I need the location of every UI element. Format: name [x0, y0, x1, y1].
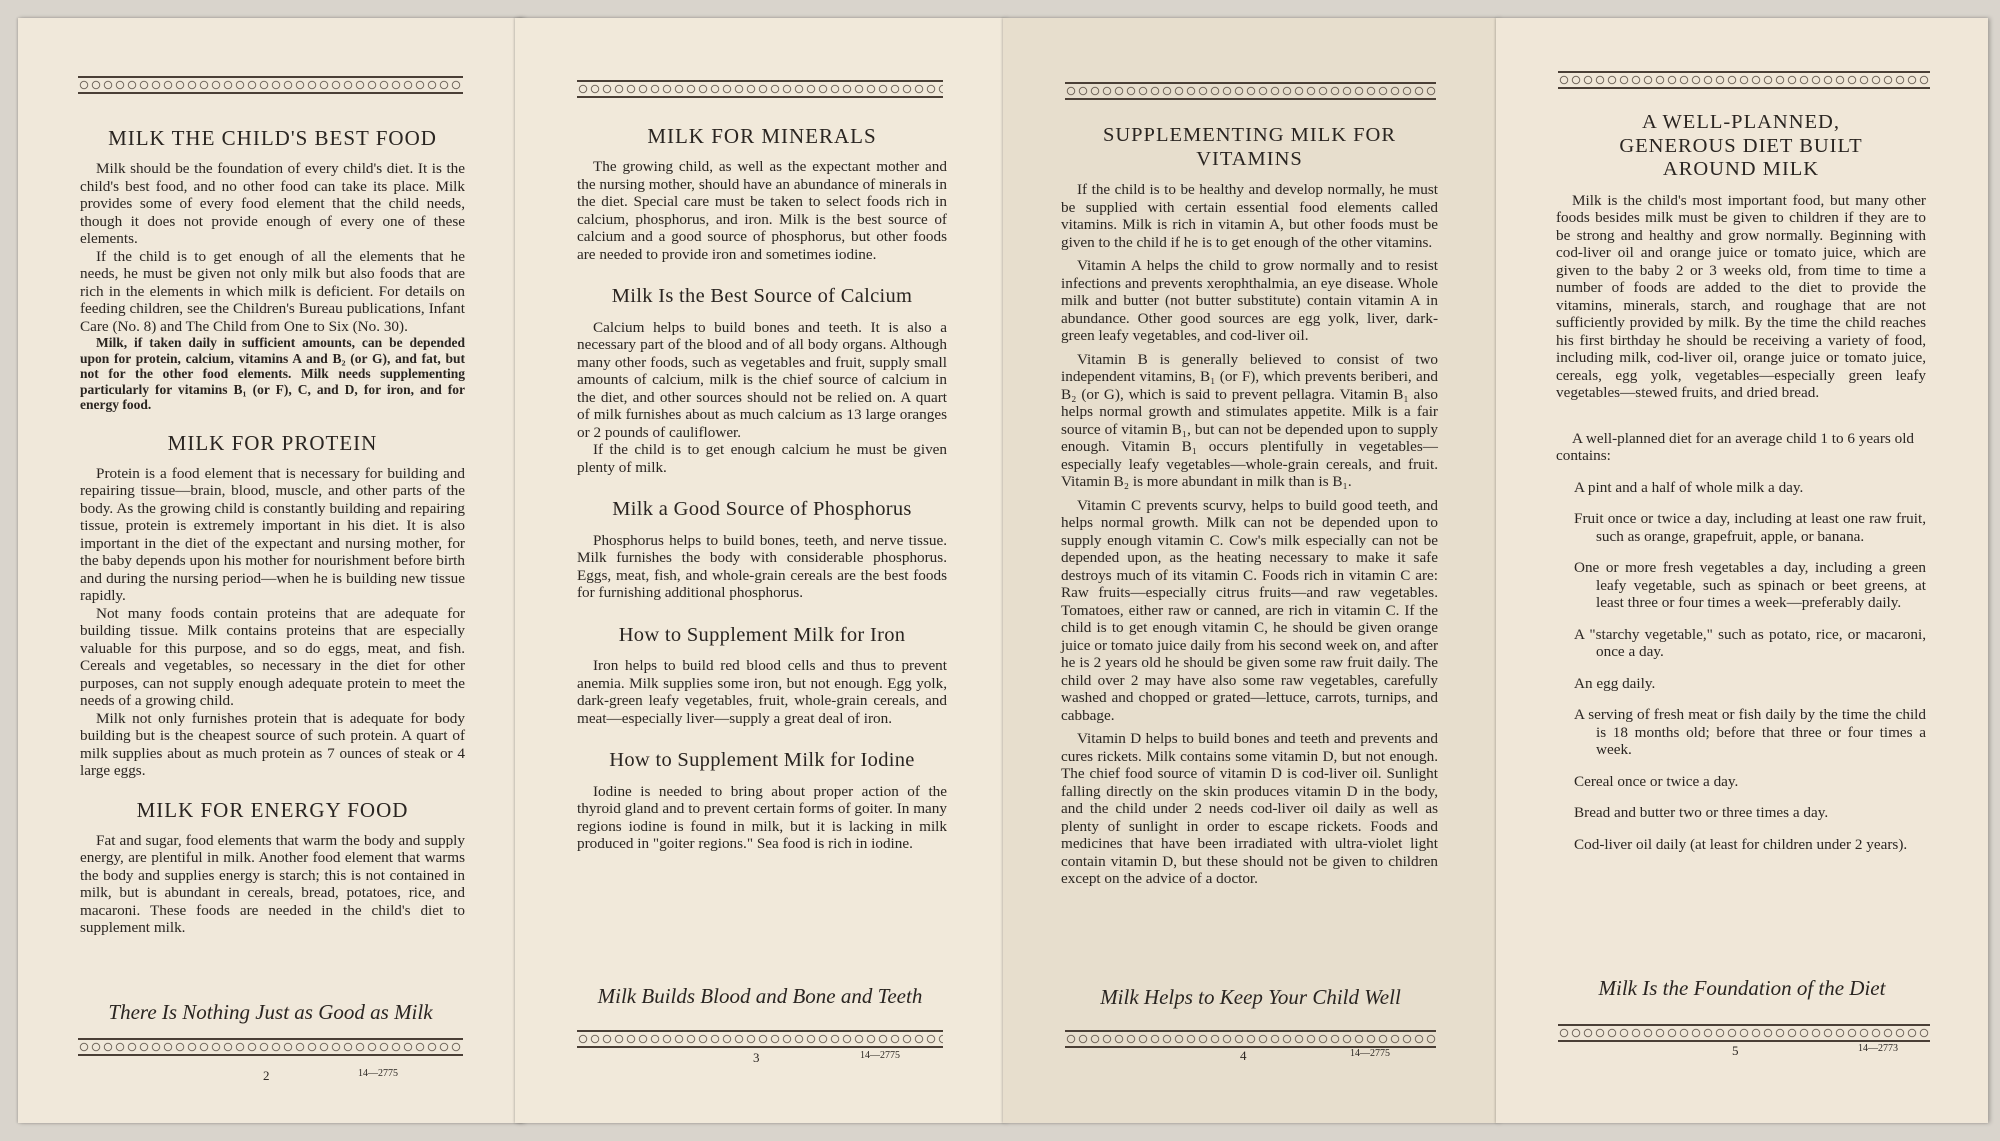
list-item: Bread and butter two or three times a day. — [1574, 804, 1829, 822]
ornamental-border-bottom — [78, 1038, 463, 1056]
page-2 — [18, 18, 523, 1123]
ornamental-border-top — [577, 80, 943, 98]
paragraph: Calcium helps to build bones and teeth. It is also a necessary part of the blood and of all body organs. Although many other foods, such as vegetables and fruit, supply small amounts of calcium, milk is the chief source of calcium in the diet, and other sources should not be relied on. A quart of milk furnishes about as much calcium as 13 large oranges or 2 pounds of cauliflower. — [577, 318, 947, 441]
ornamental-border-top — [78, 76, 463, 94]
page-4 — [1003, 18, 1498, 1123]
paragraph: Milk is the child's most important food, but many other foods besides milk must be given to children if they are to be strong and healthy and grow normally. Beginning with cod-liver oil and orange juice or tomato juice, which are given to the baby 2 or 3 weeks old, from time to time a number of foods are added to the diet to provide the vitamins, minerals, starch, and roughage that are not sufficiently provided by milk. By the time the child reaches his first birthday he should be receiving a variety of food, including milk, cod-liver oil, orange juice or tomato juice, cereals, egg yolk, vegetables—especially green leafy vegetables—stewed fruits, and dried bread. — [1556, 191, 1926, 402]
list-item: Cereal once or twice a day. — [1574, 772, 1739, 790]
page-3 — [515, 18, 1005, 1123]
page-number: 5 — [1732, 1043, 1739, 1058]
publication-code: 14—2775 — [1350, 1048, 1390, 1059]
ornamental-border-bottom — [577, 1030, 943, 1048]
section-heading: MILK FOR PROTEIN — [167, 430, 378, 455]
paragraph: If the child is to get enough of all the elements that he needs, he must be given not only milk but also foods that are rich in the elements in which milk is deficient. For details on feeding children, see the Children's Bureau publications, Infant Care (No. 8) and The Child from One to Six (No. 30). — [80, 247, 465, 335]
page-number: 3 — [753, 1050, 760, 1065]
section-heading: Milk a Good Source of Phosphorus — [612, 498, 912, 521]
page-title: MILK FOR MINERALS — [647, 124, 877, 148]
page-slogan: Milk Builds Blood and Bone and Teeth — [597, 984, 923, 1008]
page-slogan: There Is Nothing Just as Good as Milk — [108, 1000, 433, 1024]
paragraph: The growing child, as well as the expectant mother and the nursing mother, should have an abundance of minerals in the diet. Special care must be taken to select foods rich in calcium, phosphorus, and iron. Milk is the best source of calcium and a good source of phosphorus, but other foods are needed to provide iron and sometimes iodine. — [577, 158, 947, 263]
page-slogan: Milk Helps to Keep Your Child Well — [1100, 985, 1401, 1009]
section-heading: How to Supplement Milk for Iodine — [609, 749, 915, 772]
section-heading: MILK FOR ENERGY FOOD — [136, 797, 409, 822]
paragraph: Fat and sugar, food elements that warm the body and supply energy, are plentiful in milk. Another food element that warms the body and supplies energy is starch; this is not contained in milk, but is abundant in cereals, bread, potatoes, rice, and macaroni. These foods are needed in the child's diet to supplement milk. — [80, 831, 465, 937]
list-item: A pint and a half of whole milk a day. — [1574, 478, 1804, 496]
paragraph: Vitamin C prevents scurvy, helps to build good teeth, and helps normal growth. Milk can not be depended upon to supply enough vitamin C. Cow's milk especially can not be depended upon, as the heating necessary to make it safe destroys much of its vitamin C. Foods rich in vitamin C are: Raw fruits—especially citrus fruits—and raw vegetables. Tomatoes, either raw or canned, are rich in vitamin C. If the child is to get enough vitamin C, he should be given orange juice or tomato juice daily from his second week on, and after he is 2 years old he should be given some raw fruit daily. The child over 2 may have also some raw vegetables, carefully washed and chopped or grated—lettuce, carrots, turnips, and cabbage. — [1061, 496, 1438, 724]
page-5 — [1496, 18, 1988, 1123]
publication-code: 14—2773 — [1858, 1043, 1898, 1054]
page-title: A WELL-PLANNED, GENEROUS DIET BUILT AROUND MILK — [1619, 111, 1863, 181]
paragraph: Protein is a food element that is necessary for building and repairing tissue—brain, blood, muscle, and other parts of the body. As the growing child is constantly building and repairing tissue, protein is extremely important in his diet. It is also important in the diet of the expectant and nursing mother, for the baby depends upon his mother for nourishment before birth and during the nursing period—when he is building new tissue rapidly. — [80, 464, 465, 605]
page-number: 2 — [263, 1068, 270, 1083]
ornamental-border-top — [1065, 82, 1436, 100]
paragraph: If the child is to get enough calcium he must be given plenty of milk. — [577, 441, 947, 476]
paragraph-bold: Milk, if taken daily in sufficient amounts, can be depended upon for protein, calcium, vitamins A and B₂ (or G), and fat, but not for the other food elements. Milk needs supplementing particularly for vitamins B₁ (or F), C, and D, for iron, and for energy food. — [80, 335, 465, 413]
paragraph: Not many foods contain proteins that are adequate for building tissue. Milk contains proteins that are especially valuable for this purpose, and so do eggs, meat, and fish. Cereals and vegetables, so necessary in the diet for other purposes, can not supply enough adequate protein to meet the needs of a growing child. — [80, 604, 465, 710]
list-item: One or more fresh vegetables a day, including a green leafy vegetable, such as spinach or beet greens, at least three or four times a week—preferably daily. — [1574, 559, 1926, 612]
paragraph: Iron helps to build red blood cells and thus to prevent anemia. Milk supplies some iron, but not enough. Egg yolk, dark-green leafy vegetables, fruit, whole-grain cereals, and meat—especially liver—supply a great deal of iron. — [577, 657, 947, 727]
page-number: 4 — [1240, 1048, 1247, 1063]
ornamental-border-bottom — [1065, 1030, 1436, 1048]
list-item: Fruit once or twice a day, including at least one raw fruit, such as orange, grapefruit, apple, or banana. — [1574, 510, 1926, 545]
list-item: A serving of fresh meat or fish daily by the time the child is 18 months old; before that three or four times a week. — [1574, 706, 1926, 759]
page-slogan: Milk Is the Foundation of the Diet — [1598, 976, 1886, 1000]
list-item: A "starchy vegetable," such as potato, rice, or macaroni, once a day. — [1574, 625, 1926, 661]
publication-code: 14—2775 — [860, 1050, 900, 1061]
paragraph: Vitamin B is generally believed to consist of two independent vitamins, B₁ (or F), which prevents beriberi, and B₂ (or G), which is said to prevent pellagra. Vitamin B₁ also helps normal growth and stimulates appetite. Milk is a fair source of vitamin B₁, but can not be depended upon to supply enough. Vitamin B₁ occurs plentifully in vegetables—especially leafy vegetables—whole-grain cereals, and fruit. Vitamin B₂ is more abundant in milk than is B₁. — [1061, 350, 1438, 491]
paragraph: Milk should be the foundation of every child's diet. It is the child's best food, and no other food can take its place. Milk provides some of every food element that the child needs, though it does not provide enough of every one of these elements. — [80, 160, 465, 248]
page-title: MILK THE CHILD'S BEST FOOD — [108, 126, 437, 150]
list-item: Cod-liver oil daily (at least for children under 2 years). — [1574, 835, 1908, 853]
section-heading: How to Supplement Milk for Iron — [618, 623, 906, 646]
section-heading: Milk Is the Best Source of Calcium — [611, 285, 913, 308]
publication-code: 14—2775 — [358, 1068, 398, 1079]
list-item: An egg daily. — [1574, 674, 1656, 692]
paragraph: Vitamin A helps the child to grow normally and to resist infections and prevents xerophthalmia, an eye disease. Whole milk and butter (not butter substitute) contain vitamin A in abundance. Other good sources are egg yolk, liver, dark-green leafy vegetables, and cod-liver oil. — [1061, 257, 1438, 345]
paragraph: If the child is to be healthy and develop normally, he must be supplied with certain essential food elements called vitamins. Milk is rich in vitamin A, but other foods must be given to the child if he is to get enough of the other vitamins. — [1061, 181, 1438, 251]
paragraph: Vitamin D helps to build bones and teeth and prevents and cures rickets. Milk contains some vitamin D, but not enough. The chief food source of vitamin D is cod-liver oil. Sunlight falling directly on the skin produces vitamin D in the body, and the child under 2 needs cod-liver oil daily as well as plenty of sunlight in order to escape rickets. Foods and medicines that have been irradiated with ultra-violet light contain vitamin D, but these should not be given to children except on the advice of a doctor. — [1061, 730, 1438, 888]
page-title: SUPPLEMENTING MILK FOR VITAMINS — [1102, 124, 1397, 170]
ornamental-border-bottom — [1558, 1024, 1930, 1042]
ornamental-border-top — [1558, 71, 1930, 89]
paragraph: Phosphorus helps to build bones, teeth, and nerve tissue. Milk furnishes the body with considerable phosphorus. Eggs, meat, fish, and whole-grain cereals are the best foods for furnishing additional phosphorus. — [577, 531, 947, 602]
paragraph: Iodine is needed to bring about proper action of the thyroid gland and to prevent certain forms of goiter. In many regions iodine is found in milk, but it is lacking in milk produced in "goiter regions." Sea food is rich in iodine. — [577, 782, 947, 853]
diet-intro: A well-planned diet for an average child 1 to 6 years old contains: — [1556, 429, 1915, 465]
paragraph: Milk not only furnishes protein that is adequate for body building but is the cheapest source of such protein. A quart of milk supplies about as much protein as 7 ounces of steak or 4 large eggs. — [80, 709, 465, 780]
